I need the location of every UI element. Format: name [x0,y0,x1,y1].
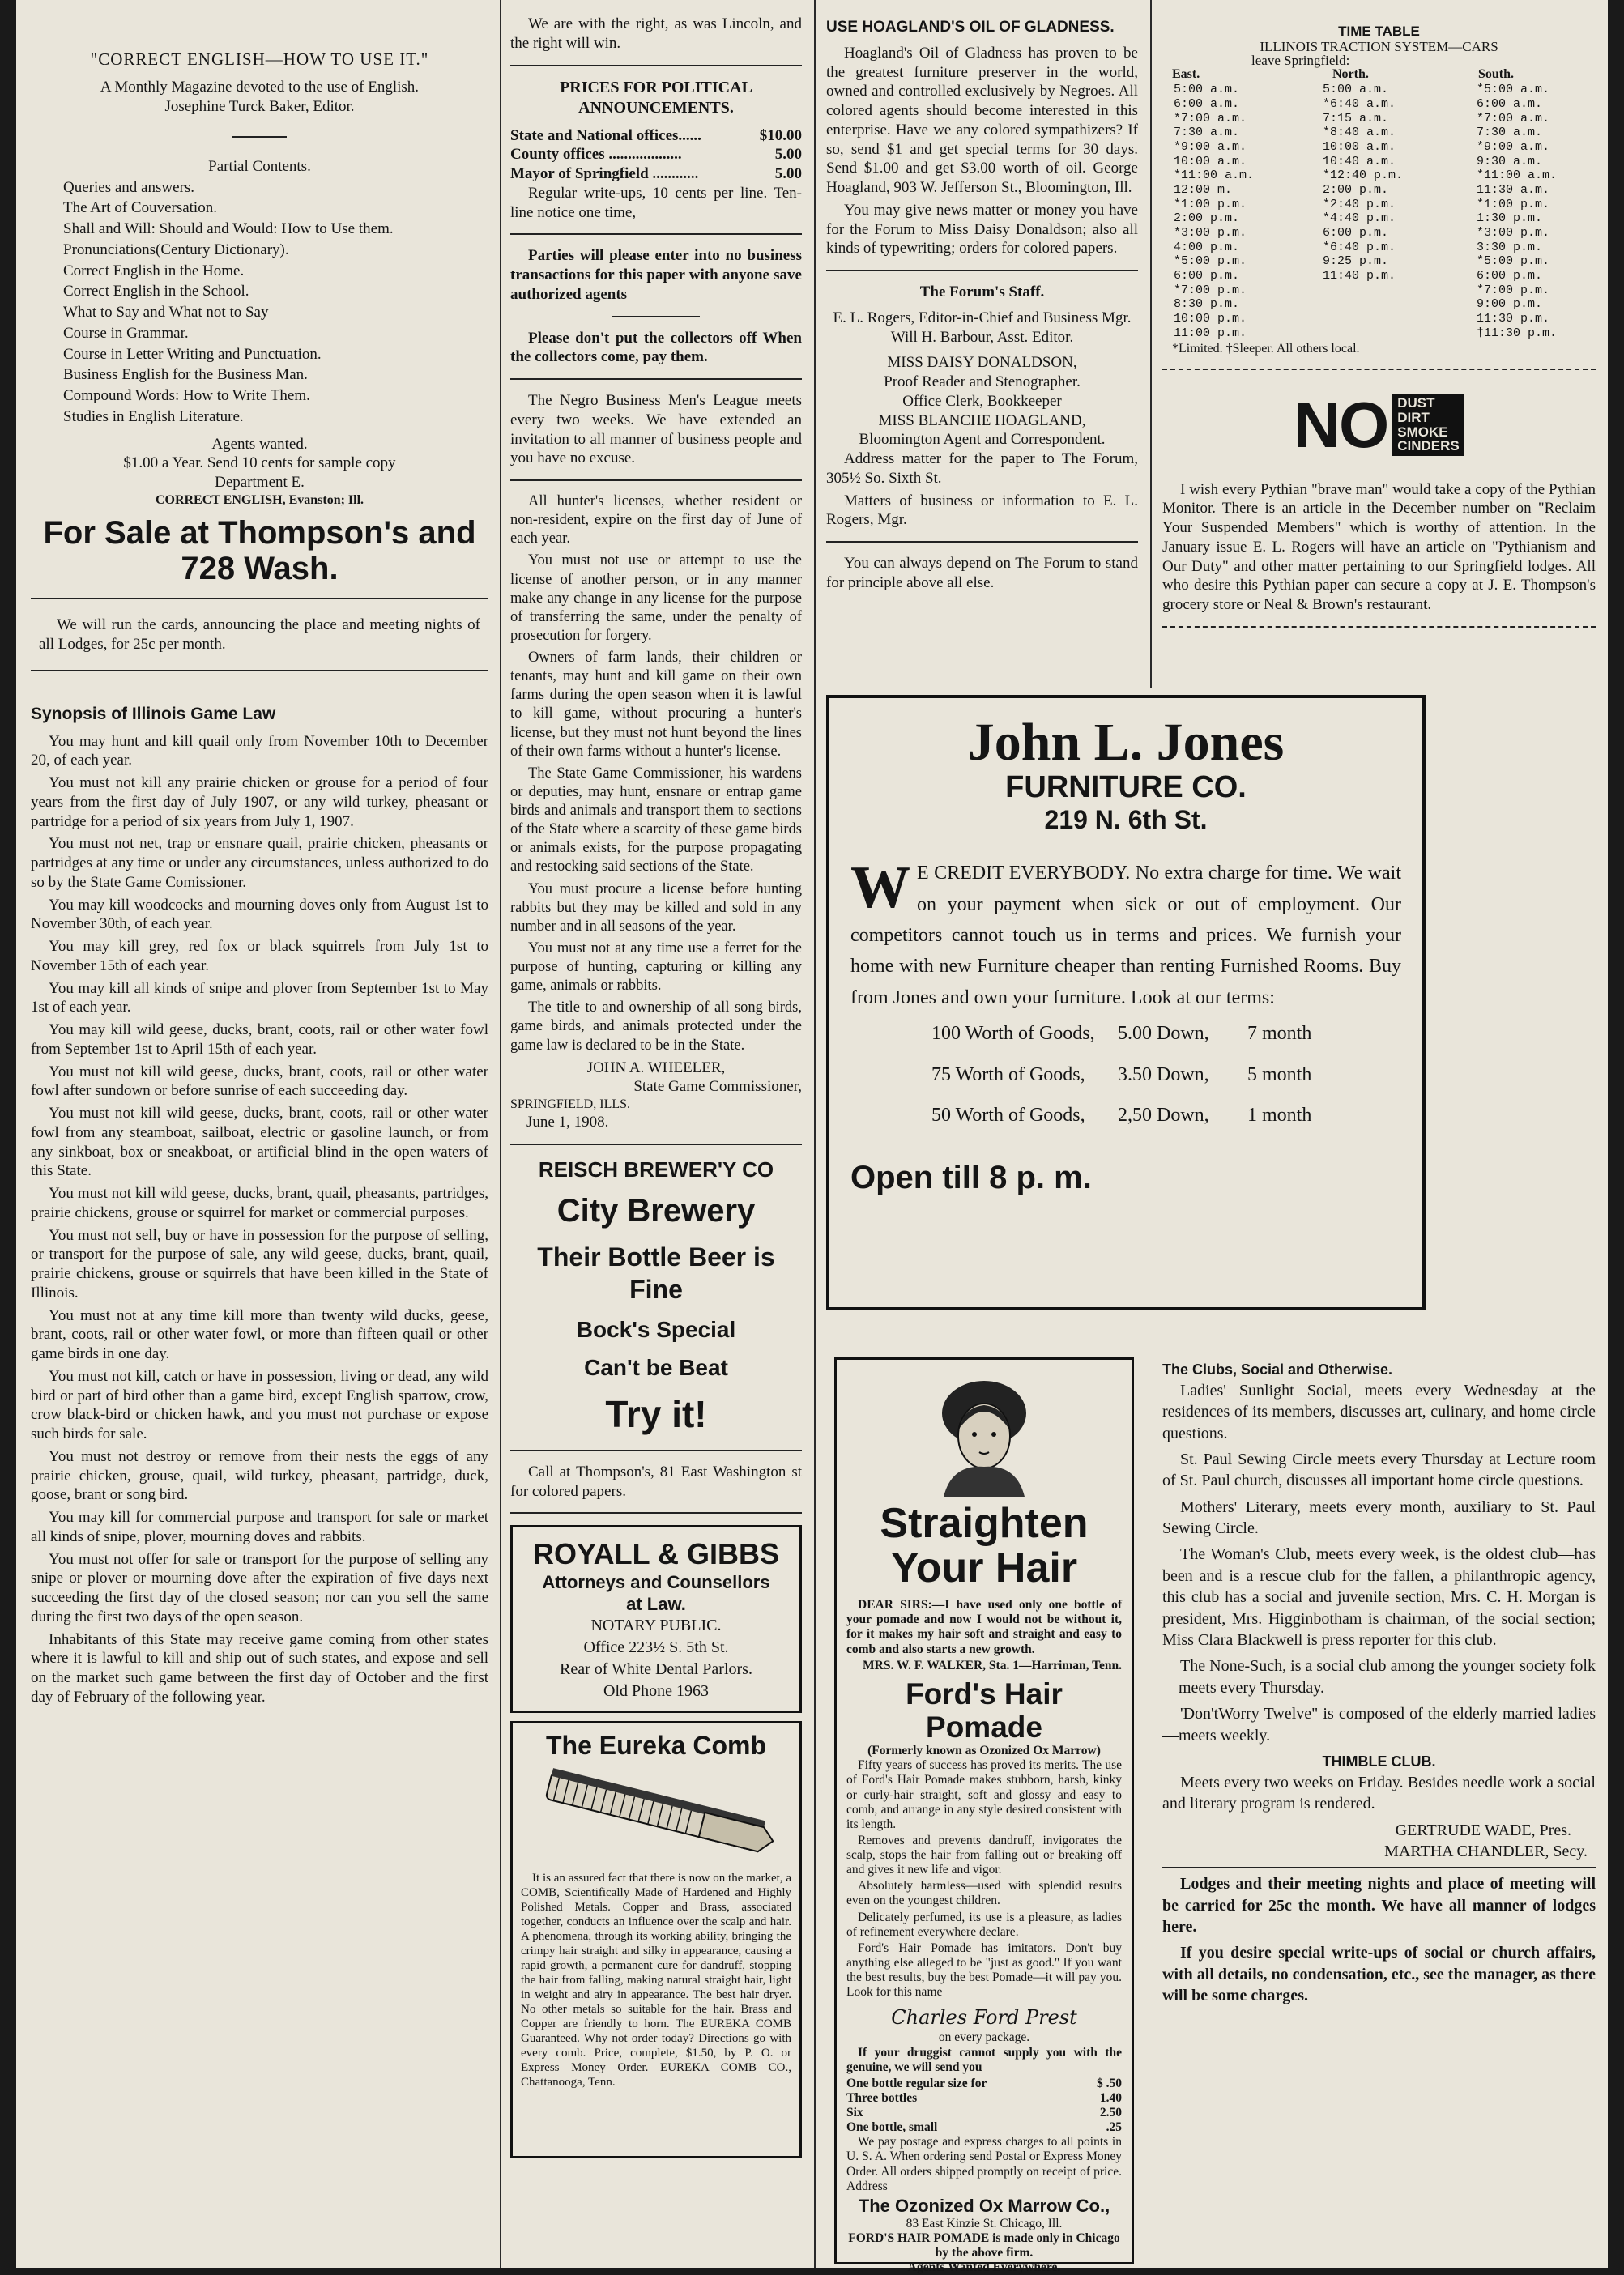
writeups-notice: If you desire special write-ups of social or church affairs, with all details, no condensation, etc., see the manager, as there will be some charges. [1162,1944,1596,2005]
commissioner-place: SPRINGFIELD, ILLS. [510,1097,631,1112]
timetable-subtitle: ILLINOIS TRACTION SYSTEM—CARS [1260,39,1498,55]
timetable-row: *7:00 a.m. 7:15 a.m. *7:00 a.m. [1174,111,1550,126]
list-item: Correct English in the School. [63,283,249,300]
price-row: Six 2.50 [846,2106,1122,2120]
paragraph: You must not kill wild geese, ducks, brant, coots, rail or other water fowl from any steamboat, sailboat, electric or gasoline launch, or from any sinkboat, box or sneakboat, or artificial blind in the open waters of this State. [31,1105,488,1180]
brand-line-2: Pomade [926,1710,1042,1744]
for-sale-notice: For Sale at Thompson's and 728 Wash. [43,514,476,586]
jones-body: W E CREDIT EVERYBODY. No extra charge for time. We wait on your payment when sick or out of employment. Our competitors cannot touch us in terms and prices. We furnish your home with new Furniture cheaper than renting Furnished Rooms. Buy from Jones and own your furniture. Look at our terms: [850,854,1401,1008]
paragraph: You must not sell, buy or have in possession for the purpose of selling, or transport for the purpose of sale, any wild geese, ducks, brant, quail, prairie chickens, grouse or squirrels that have been killed in the State of Illinois. [31,1226,488,1302]
paragraph: You must not kill, catch or have in possession, living or dead, any wild bird or part of bird other than a game bird, except English sparrow, crow, crow black-bird or chicken hawk, and you must not purchase or expose such birds for sale. [31,1367,488,1442]
terms-row: 50 Worth of Goods, 2,50 Down, 1 month [931,1105,1312,1127]
column-2 [502,0,810,2268]
fords-hair-pomade-ad [834,1357,1134,2274]
club-paragraph: The Woman's Club, meets every week, is the oldest club—has been and is a rescue club for the fallen, a philanthropic agency, this club has a social and juvenile section, Mrs. C. H. Morgan is president, Mrs. Higginbotham is chairman, of the social section; Miss Clara Blackwell is press reporter for this club. [1162,1545,1596,1650]
magazine-address: CORRECT ENGLISH, Evanston; Ill. [155,492,364,507]
divider [510,1450,802,1451]
divider [31,598,488,599]
column-rule [500,0,501,2268]
list-item: Correct English in the Home. [63,262,245,279]
pythian-notice: I wish every Pythian "brave man" would take a copy of the Pythian Monitor. There is an article in the December number on "Reclaim Your Suspended Members" which is worthy of attention. In the January issue E. L. Rogers will have an article on "Pythianism and Our Duty" and other matter pertaining to our Springfield lodges. All who desire this Pythian paper can secure a copy at J. E. Thompson's grocery store or Neal & Brown's restaurant. [1162,480,1596,613]
agents-wanted: Agents wanted. [211,435,308,453]
paragraph: You may kill wild geese, ducks, brant, coots, rail or other water fowl from September 1st to April 15th of each year. [31,1021,488,1058]
timetable-row: *11:00 a.m. *12:40 p.m. *11:00 a.m. [1174,168,1558,183]
staff-heading: The Forum's Staff. [919,283,1045,300]
paragraph: You may kill all kinds of snipe and plover from September 1st to May 1st of each year. [31,979,488,1016]
paragraph: You must not kill any prairie chicken or grouse for a period of four years from the first day of July 1907, or any wild turkey, pheasant or partridge for a period of six years from July 1, 1907. [31,774,488,830]
royall-gibbs-ad: ROYALL & GIBBS Attorneys and Counsellors at Law. NOTARY PUBLIC. Office 223½ S. 5th St. Rear of White Dental Parlors. Old Phone 1963 [510,1525,802,1713]
made-in-chicago: FORD'S HAIR POMADE is made only in Chicago by the above firm. [848,2230,1120,2260]
list-item: Queries and answers. [63,178,194,196]
price-row: State and National offices...... $10.00 [510,126,802,144]
divider [232,136,288,138]
hair-headline-1: Straighten [880,1500,1089,1547]
column-rule [814,0,816,2268]
timetable-row: *9:00 a.m. 10:00 a.m. *9:00 a.m. [1174,139,1550,154]
timetable-row: 6:00 p.m. 11:40 p.m. 6:00 p.m. [1174,269,1543,283]
thimble-heading: THIMBLE CLUB. [1322,1753,1436,1770]
no-dust-ad [1162,385,1596,466]
jones-hours: Open till 8 p. m. [850,1160,1092,1196]
firm-name: ROYALL & GIBBS [532,1537,780,1571]
timetable-row: 12:00 m. 2:00 p.m. 11:30 a.m. [1174,182,1550,197]
timetable-row: 7:30 a.m. *8:40 a.m. 7:30 a.m. [1174,126,1543,140]
divider [826,270,1138,271]
timetable-title: TIME TABLE [1338,23,1420,39]
drop-cap: W [850,854,910,922]
commissioner-title: State Game Commissioner, [633,1078,802,1096]
address-notice: Address matter for the paper to The Forum, 305½ So. Sixth St. [826,450,1138,487]
brewery-line: Can't be Beat [584,1355,728,1381]
price-row: One bottle regular size for $ .50 [846,2076,1122,2090]
thimble-body: Meets every two weeks on Friday. Besides needle work a social and literary program is rendered. [1162,1773,1596,1813]
timetable-row: 8:30 p.m. 9:00 p.m. [1174,297,1543,312]
paragraph: You must not offer for sale or transport for the purpose of selling any snipe or plover or mourning dove after the expiration of five days next succeeding the first day of the closed season; nor can you sell the same during the first two days of the open season. [31,1550,488,1625]
collectors-notice: Please don't put the collectors off When the collectors come, pay them. [510,329,802,366]
list-item: Compound Words: How to Write Them. [63,387,310,404]
writeups-notice: Regular write-ups, 10 cents per line. Ten-line notice one time, [510,184,802,221]
league-notice: The Negro Business Men's League meets every two weeks. We have extended an invitation to all manner of business people and you have no excuse. [510,392,802,467]
pomade-text: Removes and prevents dandruff, invigorates the scalp, stops the hair from falling out or breaking off and gives it new life and vigor. [846,1833,1122,1877]
partial-contents-heading: Partial Contents. [208,157,311,175]
brewery-line: Bock's Special [576,1317,736,1343]
paragraph: You must not at any time use a ferret for the purpose of hunting, capturing or killing any game, animals or rabbits. [510,939,802,995]
brewery-line: City Brewery [556,1193,756,1229]
no-word-list: DUST DIRT SMOKE CINDERS [1392,394,1464,456]
paragraph: The State Game Commissioner, his wardens or deputies, may hunt, ensnare or entrap game birds and animals and transport them to sections of the State where a scarcity of these game birds or animals exists, for the purpose propagating and restocking said sections of the State. [510,765,802,875]
paragraph: Owners of farm lands, their children or tenants, may hunt and kill game on their own farms during the open season when it is lawful to kill game, without procuring a hunter's license, but they must not hunt beyond the lines of their own farms without a hunter's license. [510,650,802,760]
lincoln-quote: We are with the right, as was Lincoln, and the right will win. [510,15,802,52]
price-row: County offices ................... 5.00 [510,146,802,164]
divider [510,65,802,66]
club-paragraph: St. Paul Sewing Circle meets every Thursday at Lecture room of St. Paul church, discusses all important home circle questions. [1162,1450,1596,1490]
department: Department E. [215,474,305,491]
ford-signature: Charles Ford Prest [891,2006,1077,2030]
divider [510,1512,802,1514]
news-notice: You may give news matter or money you have for the Forum to Miss Daisy Donaldson; also all kinds of typewriting; orders for colored papers. [826,201,1138,258]
paragraph: You may kill grey, red fox or black squirrels from July 1st to November 15th of each year. [31,938,488,974]
paragraph: All hunter's licenses, whether resident or non-resident, expire on the first day of June of each year. [510,493,802,547]
brewery-line: Try it! [605,1393,707,1436]
divider [510,479,802,481]
agents-wanted: Agents Wanted Everywhere. [907,2260,1061,2274]
hoagland-body: Hoagland's Oil of Gladness has proven to be the greatest furniture preserver in the world, owned and controlled exclusively by Negroes. All colored agents should become interested in this enterprise. Have we any colored sympathizers? If so, send $1 and get special terms for 30 days. Send $1.00 and get $3.00 worth of oil. George Hoagland, 903 W. Jefferson St., Bloomington, Ill. [826,44,1138,196]
eureka-title: The Eureka Comb [545,1731,767,1761]
prices-heading: PRICES FOR POLITICAL ANNOUNCEMENTS. [560,78,752,117]
list-item: Course in Letter Writing and Punctuation. [63,345,322,363]
list-item: The Art of Couversation. [63,199,217,217]
staff-list: E. L. Rogers, Editor-in-Chief and Business Mgr. Will H. Barbour, Asst. Editor. MISS DAISY DONALDSON, Proof Reader and Stenographer. Office Clerk, Bookkeeper MISS BLANCHE HOAGLAND, Bloomington Agent and Correspondent. [833,309,1132,449]
eureka-comb-ad [510,1721,802,2158]
paragraph: You must not use or attempt to use the license of another person, or in any manner make any change in any license for the purpose of transferring the same, under the penalty of prosecution for forgery. [510,552,802,644]
pomade-text: Delicately perfumed, its use is a pleasure, as ladies of refinement everywhere declare. [846,1910,1122,1939]
timetable-row: 4:00 p.m. *6:40 p.m. 3:30 p.m. [1174,240,1543,254]
club-paragraph: Ladies' Sunlight Social, meets every Wednesday at the residences of its members, discusses art, culinary, and home circle questions. [1162,1381,1596,1442]
jones-address: 219 N. 6th St. [1044,805,1208,835]
column-1 [23,0,497,2268]
newspaper-page [16,0,1608,2274]
price-table [510,126,802,184]
hair-headline-2: Your Hair [890,1544,1078,1591]
terms-row: 75 Worth of Goods, 3.50 Down, 5 month [931,1063,1312,1085]
divider [510,1144,802,1145]
brand-line-1: Ford's Hair [906,1676,1063,1711]
testimonial: DEAR SIRS:—I have used only one bottle of your pomade and now I would not be without it, for it makes my hair soft and straight and easy to comb and also starts a new growth. [846,1598,1122,1656]
club-paragraph: The None-Such, is a social club among the younger society folk—meets every Thursday. [1162,1657,1596,1697]
paragraph: You must not kill wild geese, ducks, brant, quail, pheasants, partridges, prairie chickens, grouse or squirrel for market or commercial purposes. [31,1185,488,1221]
timetable-row: 11:00 p.m. †11:30 p.m. [1174,326,1558,340]
lodges-notice: Lodges and their meeting nights and place of meeting will be carried for 25c the month. We have all manner of lodges here. [1162,1875,1596,1936]
paragraph: You must not destroy or remove from their nests the eggs of any prairie chicken, grouse, quail, wild turkey, pheasant, partridge, duck, goose, brant or song bird. [31,1447,488,1504]
divider [1162,626,1596,628]
timetable-row: 6:00 a.m. *6:40 a.m. 6:00 a.m. [1174,96,1543,111]
timetable-row: 10:00 a.m. 10:40 a.m. 9:30 a.m. [1174,154,1543,168]
formerly-known: (Formerly known as Ozonized Ox Marrow) [867,1744,1101,1758]
timetable-leave: leave Springfield: [1251,53,1350,69]
timetable-legend: *Limited. †Sleeper. All others local. [1172,341,1360,356]
price-row: One bottle, small .25 [846,2120,1122,2135]
depend-notice: You can always depend on The Forum to stand for principle above all else. [826,555,1138,591]
magazine-description: A Monthly Magazine devoted to the use of English. [100,79,420,96]
list-item: What to Say and What not to Say [63,304,269,321]
terms-row: 100 Worth of Goods, 5.00 Down, 7 month [931,1023,1312,1045]
contents-list [63,178,464,427]
pomade-text: Ford's Hair Pomade has imitators. Don't buy anything else alleged to be "just as good." If you want the best results, buy the best Pomade—it will pay you. Look for this name [846,1941,1122,2000]
postage-note: We pay postage and express charges to all points in U. S. A. When ordering send Postal or Express Money Order. All orders shipped promptly on receipt of price. Address [846,2135,1122,2193]
synopsis-heading: Synopsis of Illinois Game Law [31,705,276,724]
pomade-price-table [846,2077,1122,2136]
divider [510,233,802,235]
paragraph: You must not net, trap or ensnare quail, prairie chicken, pheasants or partridges at any time or under any circumstances, unless authorized to do so by the State Game Comissioner. [31,835,488,891]
timetable-header-row: East. North. South. [1172,67,1515,82]
comb-illustration [521,1762,788,1867]
reisch-brewery-ad [510,1157,802,1438]
company-name: The Ozonized Ox Marrow Co., [858,2195,1110,2216]
list-item: Studies in English Literature. [63,407,244,425]
paragraph: You must not kill wild geese, ducks, brant, coots, rail or other water fowl after sundown or before sunrise of each succeeding day. [31,1063,488,1100]
woman-portrait-illustration [927,1371,1041,1497]
parties-notice: Parties will please enter into no business transactions for this paper with anyone save authorized agents [510,247,802,303]
list-item: Pronunciations(Century Dictionary). [63,241,289,258]
paragraph: You may hunt and kill quail only from November 10th to December 20, of each year. [31,732,488,769]
list-item: Shall and Will: Should and Would: How to Use them. [63,220,394,237]
eureka-body: It is an assured fact that there is now on the market, a COMB, Scientifically Made of Hardened and Highly Polished Metals. Copper and Brass, associated together, conducts an influence over the scalp and hair. A phenomena, through its working ability, bringing the crimpy hair straight and silky in appearance, causing a rapid growth, a permanent cure for dandruff, stopping the hair from falling, making natural straight hair, light in weight and airy in appearance. The best hair dryer. No other metals so suitable for the hair. Brass and Copper are friendly to horn. The EUREKA COMB Guaranteed. Why not order today? Directions go with every comb. Price, complete, $1.50, by P. O. or Express Money Order. EUREKA COMB CO., Chattanooga, Tenn. [521,1871,791,2089]
timetable-row: *5:00 p.m. 9:25 p.m. *5:00 p.m. [1174,254,1550,269]
brewery-name: REISCH BREWER'Y CO [538,1157,774,1182]
paragraph: You must procure a license before hunting rabbits but they may be killed and sold in any number and in all seasons of the year. [510,880,802,935]
paragraph: You may kill for commercial purpose and transport for sale or market all kinds of snipe, plover, mourning doves and rabbits. [31,1509,488,1545]
druggist-note: If your druggist cannot supply you with the genuine, we will send you [846,2045,1122,2074]
pomade-text: Absolutely harmless—used with splendid results even on the youngest children. [846,1879,1122,1908]
timetable [1162,67,1596,340]
subscription-price: $1.00 a Year. Send 10 cents for sample copy [123,454,396,472]
club-paragraph: Mothers' Literary, meets every month, auxiliary to St. Paul Sewing Circle. [1162,1497,1596,1538]
list-item: Business English for the Business Man. [63,366,308,384]
pomade-text: Fifty years of success has proved its merits. The use of Ford's Hair Pomade makes stubborn, harsh, kinky or curly-hair straight, soft and glossy and easy to comb, and arrange in any style desired consistent with its length. [846,1758,1122,1831]
divider [1162,1867,1596,1868]
thompson-notice: Call at Thompson's, 81 East Washington st for colored papers. [510,1463,802,1500]
timetable-row: 10:00 p.m. 11:30 p.m. [1174,312,1550,326]
jones-company: FURNITURE CO. [1005,770,1247,805]
cards-notice: We will run the cards, announcing the place and meeting nights of all Lodges, for 25c per month. [39,616,480,653]
hoagland-heading: USE HOAGLAND'S OIL OF GLADNESS. [826,19,1115,36]
divider [1162,369,1596,370]
game-law-paragraphs [31,732,488,1707]
thimble-secretary: MARTHA CHANDLER, Secy. [1384,1842,1588,1860]
column-rule [1150,0,1152,688]
company-address: 83 East Kinzie St. Chicago, Ill. [906,2216,1063,2230]
divider [612,316,700,317]
hunter-license-paragraphs [510,492,802,1055]
price-row: Three bottles 1.40 [846,2090,1122,2105]
commissioner-name: JOHN A. WHEELER, [586,1059,726,1076]
package-note: on every package. [938,2030,1030,2045]
commissioner-date: June 1, 1908. [526,1114,609,1131]
divider [510,378,802,380]
timetable-row: *3:00 p.m. 6:00 p.m. *3:00 p.m. [1174,226,1550,240]
timetable-row: *7:00 p.m. *7:00 p.m. [1174,283,1550,297]
timetable-row: 2:00 p.m. *4:40 p.m. 1:30 p.m. [1174,211,1543,226]
club-paragraph: 'Don'tWorry Twelve" is composed of the elderly married ladies—meets weekly. [1162,1705,1596,1745]
brewery-line: Their Bottle Beer is Fine [537,1242,775,1305]
testimonial-signature: MRS. W. F. WALKER, Sta. 1—Harriman, Tenn. [863,1658,1122,1672]
clubs-heading: The Clubs, Social and Otherwise. [1162,1361,1393,1378]
timetable-row: *1:00 p.m. *2:40 p.m. *1:00 p.m. [1174,197,1550,211]
business-notice: Matters of business or information to E. L. Rogers, Mgr. [826,492,1138,529]
magazine-title: "CORRECT ENGLISH—HOW TO USE IT." [90,49,429,69]
jones-name: John L. Jones [967,713,1285,772]
divider [31,670,488,671]
magazine-editor: Josephine Turck Baker, Editor. [164,98,355,115]
list-item: Course in Grammar. [63,324,189,342]
paragraph: The title to and ownership of all song birds, game birds, and animals protected under the game law is declared to be in the State. [510,999,802,1054]
price-row: Mayor of Springfield ............ 5.00 [510,165,802,182]
thimble-president: GERTRUDE WADE, Pres. [1395,1821,1571,1839]
paragraph: Inhabitants of this State may receive game coming from other states where it is lawful to kill and ship out of such states, and expose and sell on the market such game between the first day of October and the first day of February of the following year. [31,1630,488,1706]
paragraph: You must not at any time kill more than twenty wild ducks, geese, brant, coots, rail or other water fowl, or more than fifteen quail or other game birds in one day. [31,1306,488,1362]
divider [826,541,1138,543]
clubs-section [1154,1353,1604,2268]
paragraph: You may kill woodcocks and mourning doves only from August 1st to November 30th, of each year. [31,896,488,933]
timetable-row: 5:00 a.m. 5:00 a.m. *5:00 a.m. [1174,83,1550,97]
no-word: NO [1294,388,1388,461]
